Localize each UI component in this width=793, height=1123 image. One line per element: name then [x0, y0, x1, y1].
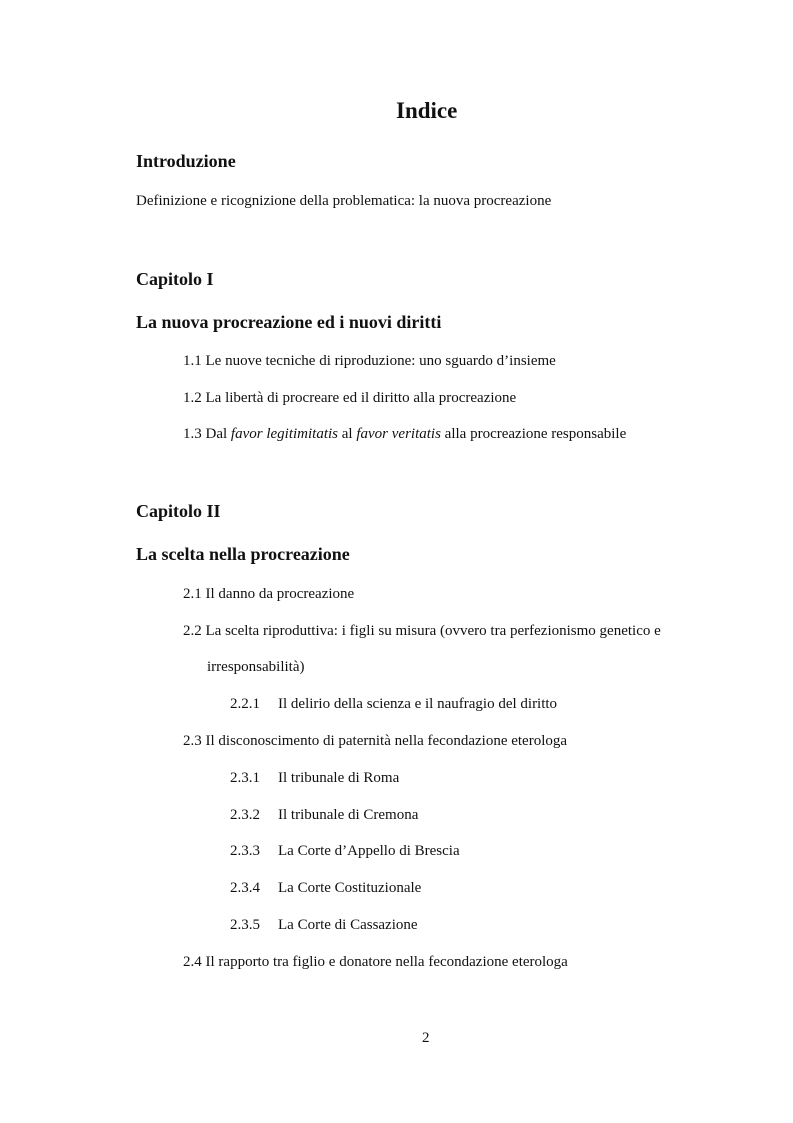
toc-entry-1-1: 1.1 Le nuove tecniche di riproduzione: uno sguardo d’insieme: [183, 353, 556, 369]
toc-entry-2-2-1: [230, 697, 557, 712]
chapter2-label: Capitolo II: [136, 501, 221, 521]
toc-entry-2-4: 2.4 Il rapporto tra figlio e donatore nella fecondazione eterologa: [183, 954, 568, 970]
toc-entry-1-3: [183, 427, 626, 442]
chapter2-title: La scelta nella procreazione: [136, 544, 350, 564]
chapter1-title: La nuova procreazione ed i nuovi diritti: [136, 312, 442, 332]
toc-entry-1-3-post: alla procreazione responsabile: [440, 426, 627, 442]
toc-entry-2-2-continuation: irresponsabilità): [207, 659, 305, 675]
toc-entry-1-3-em1: favor legitimitatis: [230, 426, 339, 442]
toc-entry-2-3-1: [230, 771, 399, 786]
toc-entry-2-3: 2.3 Il disconoscimento di paternità nella fecondazione eterologa: [183, 733, 568, 749]
toc-entry-1-2: 1.2 La libertà di procreare ed il diritto alla procreazione: [183, 390, 517, 406]
toc-entry-2-2-1-number: 2.2.1: [230, 696, 260, 712]
toc-entry-1-3-em2: favor veritatis: [356, 426, 441, 442]
chapter1-label: Capitolo I: [136, 269, 214, 289]
toc-entry-2-3-1-number: 2.3.1: [230, 770, 260, 786]
toc-entry-2-3-5-number: 2.3.5: [230, 917, 260, 933]
toc-entry-2-2: 2.2 La scelta riproduttiva: i figli su misura (ovvero tra perfezionismo genetico e: [183, 623, 661, 639]
toc-entry-2-3-3-number: 2.3.3: [230, 843, 260, 859]
page-title: Indice: [396, 98, 458, 123]
intro-item: Definizione e ricognizione della problematica: la nuova procreazione: [136, 193, 552, 209]
toc-entry-2-3-2: [230, 808, 418, 823]
intro-heading: Introduzione: [136, 151, 236, 171]
toc-entry-2-3-3-text: La Corte d’Appello di Brescia: [278, 843, 460, 859]
toc-entry-1-3-mid: al: [338, 426, 357, 442]
toc-entry-2-3-5: [230, 918, 418, 933]
toc-entry-2-3-1-text: Il tribunale di Roma: [278, 770, 400, 786]
toc-entry-2-3-4: [230, 881, 421, 896]
toc-entry-2-3-3: [230, 844, 460, 859]
toc-entry-2-3-4-number: 2.3.4: [230, 880, 260, 896]
toc-entry-2-3-4-text: La Corte Costituzionale: [278, 880, 422, 896]
toc-entry-2-2-1-text: Il delirio della scienza e il naufragio del diritto: [278, 696, 558, 712]
toc-entry-2-3-2-text: Il tribunale di Cremona: [278, 807, 419, 823]
toc-entry-2-1: 2.1 Il danno da procreazione: [183, 586, 355, 602]
toc-entry-1-3-pre: 1.3 Dal: [183, 426, 231, 442]
page-number: 2: [422, 1030, 430, 1046]
toc-entry-2-3-2-number: 2.3.2: [230, 807, 260, 823]
toc-entry-2-3-5-text: La Corte di Cassazione: [278, 917, 418, 933]
